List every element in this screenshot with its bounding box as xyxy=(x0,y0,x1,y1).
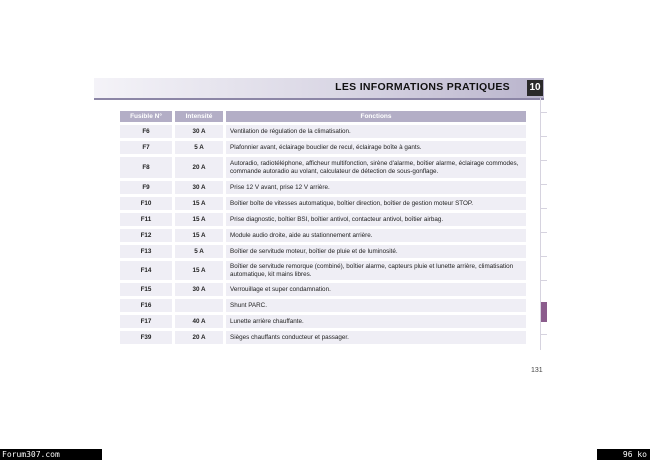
amperage-cell: 5 A xyxy=(175,141,226,154)
function-cell: Boîtier boîte de vitesses automatique, boîtier direction, boîtier de gestion moteur STOP. xyxy=(226,197,526,210)
table-row xyxy=(120,197,526,210)
table-row xyxy=(120,299,526,312)
fuse-cell: F16 xyxy=(120,299,175,312)
column-header-fuse: Fusible N° xyxy=(120,111,175,122)
function-cell: Shunt PARC. xyxy=(226,299,526,312)
page-title: LES INFORMATIONS PRATIQUES xyxy=(335,81,510,93)
fuse-cell: F7 xyxy=(120,141,175,154)
column-header-functions: Fonctions xyxy=(226,111,526,122)
fuse-cell: F13 xyxy=(120,245,175,258)
table-row xyxy=(120,125,526,138)
amperage-cell: 15 A xyxy=(175,261,226,280)
table-row xyxy=(120,213,526,226)
fuse-cell: F12 xyxy=(120,229,175,242)
table-row xyxy=(120,141,526,154)
table-row xyxy=(120,157,526,178)
amperage-cell: 15 A xyxy=(175,229,226,242)
amperage-cell: 40 A xyxy=(175,315,226,328)
function-cell: Boîtier de servitude moteur, boîtier de pluie et de luminosité. xyxy=(226,245,526,258)
column-header-amperage: Intensité xyxy=(175,111,226,122)
amperage-cell: 30 A xyxy=(175,125,226,138)
amperage-cell xyxy=(175,299,226,312)
fuse-cell: F10 xyxy=(120,197,175,210)
fuse-cell: F8 xyxy=(120,157,175,178)
header-band xyxy=(94,78,544,100)
fuse-cell: F39 xyxy=(120,331,175,344)
fuse-cell: F17 xyxy=(120,315,175,328)
function-cell: Lunette arrière chauffante. xyxy=(226,315,526,328)
table-row xyxy=(120,331,526,344)
amperage-cell: 30 A xyxy=(175,283,226,296)
table-row xyxy=(120,245,526,258)
table-row xyxy=(120,181,526,194)
amperage-cell: 5 A xyxy=(175,245,226,258)
footer-file-size: 96 ko xyxy=(597,449,650,460)
function-cell: Module audio droite, aide au stationnement arrière. xyxy=(226,229,526,242)
fuse-table xyxy=(120,108,526,347)
function-cell: Boîtier de servitude remorque (combiné), boîtier alarme, capteurs pluie et lunette arrière, climatisation automatique, kit mains libres. xyxy=(226,261,526,280)
fuse-cell: F11 xyxy=(120,213,175,226)
amperage-cell: 30 A xyxy=(175,181,226,194)
function-cell: Plafonnier avant, éclairage bouclier de recul, éclairage boîte à gants. xyxy=(226,141,526,154)
function-cell: Autoradio, radiotéléphone, afficheur multifonction, sirène d'alarme, boîtier alarme, éclairage commodes, commande autoradio au volant, calculateur de détection de sous-gonflage. xyxy=(226,157,526,178)
fuse-cell: F15 xyxy=(120,283,175,296)
fuse-cell: F14 xyxy=(120,261,175,280)
table-row xyxy=(120,261,526,280)
chapter-badge: 10 xyxy=(527,80,543,96)
fuse-cell: F9 xyxy=(120,181,175,194)
table-header-row xyxy=(120,111,526,122)
function-cell: Prise diagnostic, boîtier BSI, boîtier antivol, contacteur antivol, boîtier airbag. xyxy=(226,213,526,226)
page-number: 131 xyxy=(531,367,543,374)
footer-site-label: Forum307.com xyxy=(0,449,102,460)
amperage-cell: 20 A xyxy=(175,331,226,344)
function-cell: Prise 12 V avant, prise 12 V arrière. xyxy=(226,181,526,194)
amperage-cell: 15 A xyxy=(175,213,226,226)
chapter-side-index xyxy=(540,98,547,350)
fuse-cell: F6 xyxy=(120,125,175,138)
function-cell: Sièges chauffants conducteur et passager. xyxy=(226,331,526,344)
amperage-cell: 15 A xyxy=(175,197,226,210)
function-cell: Verrouillage et super condamnation. xyxy=(226,283,526,296)
table-row xyxy=(120,229,526,242)
table-row xyxy=(120,315,526,328)
amperage-cell: 20 A xyxy=(175,157,226,178)
active-chapter-marker xyxy=(541,302,547,322)
function-cell: Ventilation de régulation de la climatisation. xyxy=(226,125,526,138)
table-row xyxy=(120,283,526,296)
